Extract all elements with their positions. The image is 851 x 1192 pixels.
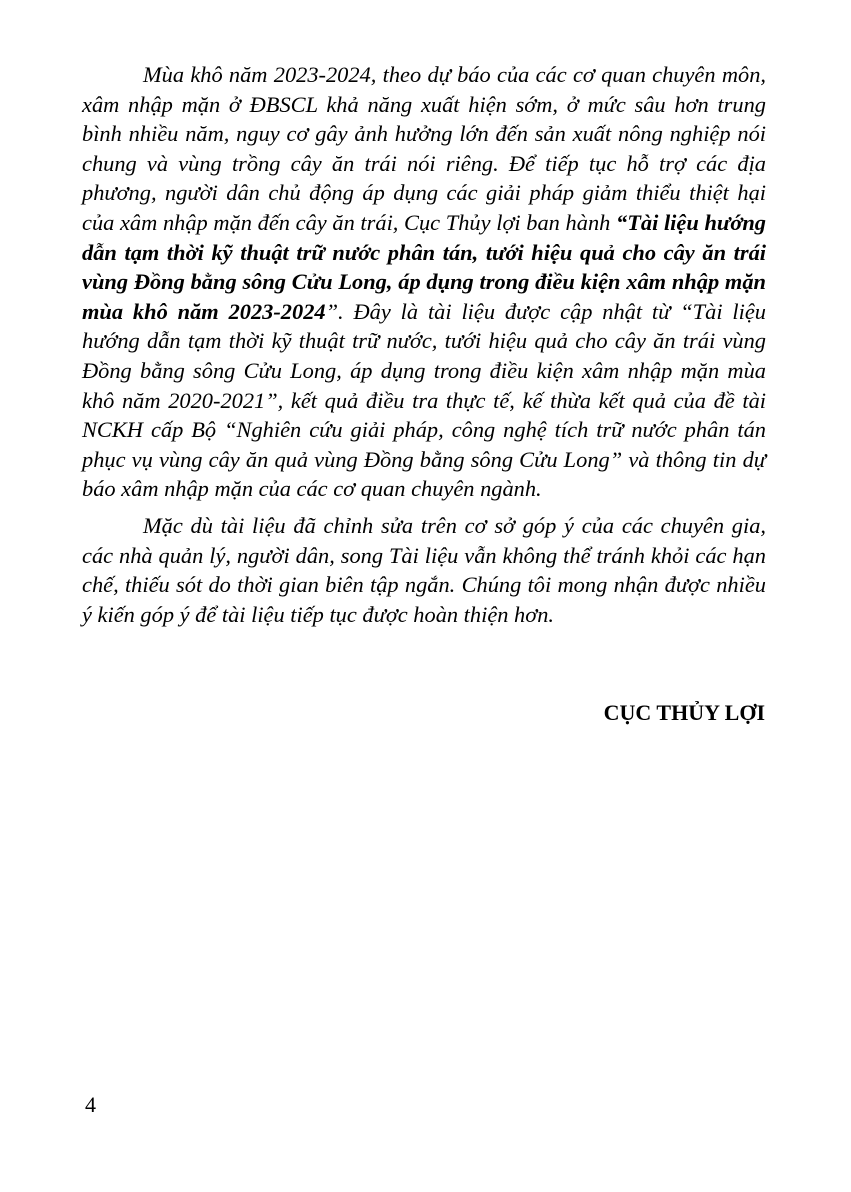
document-title-bold: “Tài liệu hướng dẫn tạm thời kỹ thuật trữ nước phân tán, tưới hiệu quả cho cây ăn trái vùng Đồng bằng sông Cửu Long, áp dụng trong điều kiện xâm nhập mặn mùa khô năm 2023-2024 xyxy=(82,209,766,324)
paragraph-intro-lead: Mùa khô năm 2023-2024, theo dự báo của các cơ quan chuyên môn, xâm nhập mặn ở ĐBSCL khả năng xuất hiện sớm, ở mức sâu hơn trung bình nhiều năm, nguy cơ gây ảnh hưởng lớn đến sản xuất nông nghiệp nói chung và vùng trồng cây ăn trái nói riêng. Để tiếp tục hỗ trợ các địa phương, người dân chủ động áp dụng các giải pháp giảm thiểu thiệt hại của xâm nhập mặn đến cây ăn trái, Cục Thủy lợi ban hành xyxy=(82,62,766,235)
page-number: 4 xyxy=(85,1092,96,1117)
paragraph-intro-rest: ”. Đây là tài liệu được cập nhật từ “Tài liệu hướng dẫn tạm thời kỹ thuật trữ nước, tưới hiệu quả cho cây ăn trái vùng Đồng bằng sông Cửu Long, áp dụng trong điều kiện xâm nhập mặn mùa khô năm 2020-2021”, kết quả điều tra thực tế, kế thừa kết quả của đề tài NCKH cấp Bộ “Nghiên cứu giải pháp, công nghệ tích trữ nước phân tán phục vụ vùng cây ăn quả vùng Đồng bằng sông Cửu Long” và thông tin dự báo xâm nhập mặn của các cơ quan chuyên ngành. xyxy=(82,298,766,502)
body-text xyxy=(82,60,766,629)
paragraph-intro xyxy=(82,60,766,504)
signature-authority: CỤC THỦY LỢI xyxy=(603,700,765,725)
paragraph-closing: Mặc dù tài liệu đã chỉnh sửa trên cơ sở góp ý của các chuyên gia, các nhà quản lý, người dân, song Tài liệu vẫn không thể tránh khỏi các hạn chế, thiếu sót do thời gian biên tập ngắn. Chúng tôi mong nhận được nhiều ý kiến góp ý để tài liệu tiếp tục được hoàn thiện hơn. xyxy=(82,512,766,627)
